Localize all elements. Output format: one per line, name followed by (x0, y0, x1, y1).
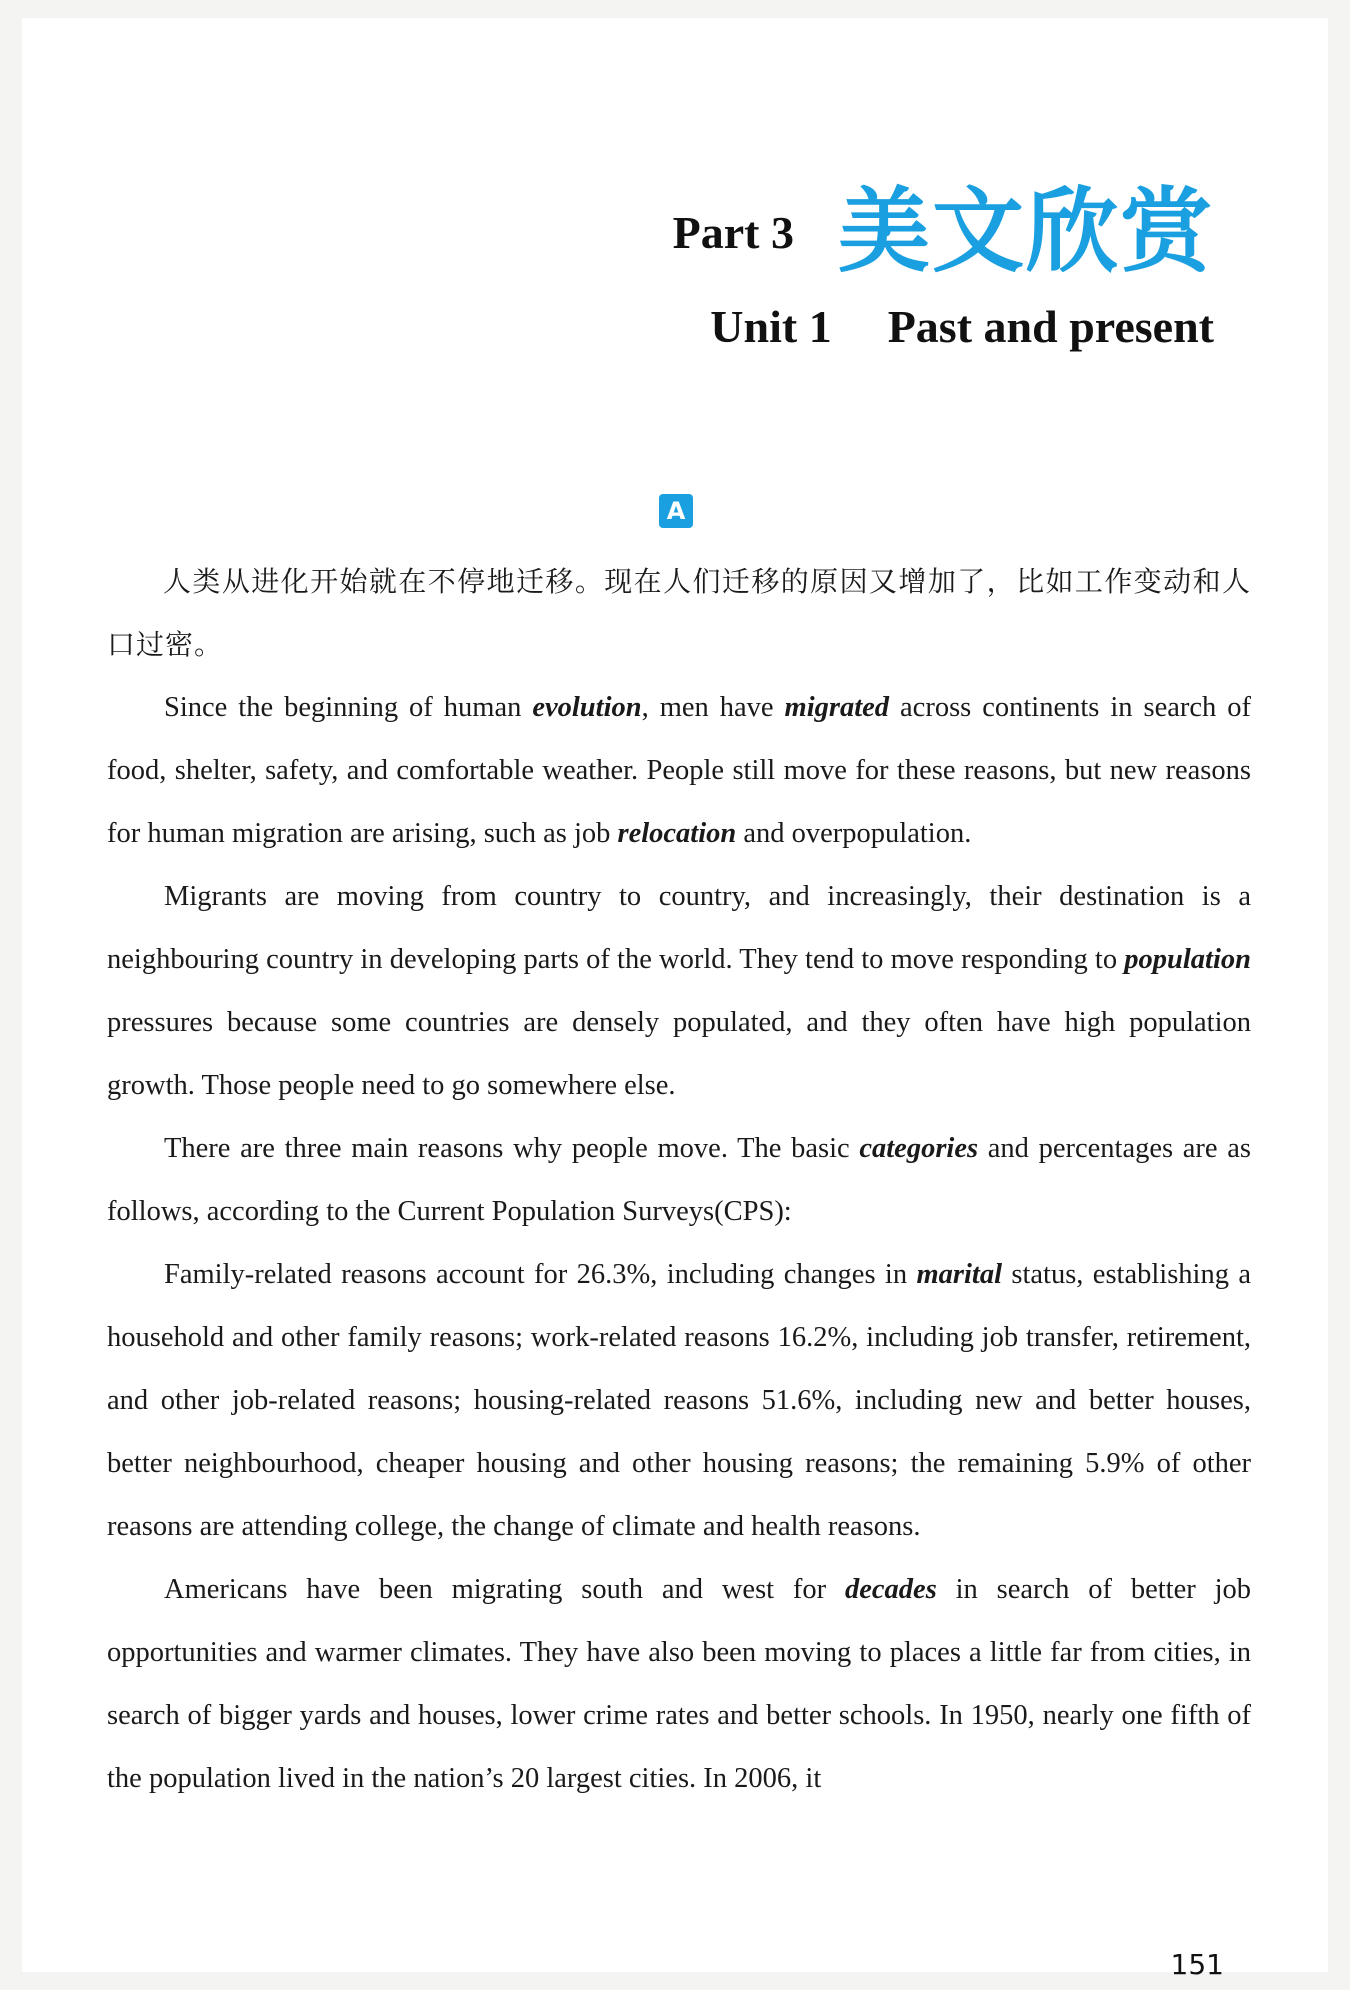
vocab-word-migrated: migrated (784, 692, 890, 723)
chinese-summary: 人类从进化开始就在不停地迁移。现在人们迁移的原因又增加了，比如工作变动和人口过密。 (107, 565, 1251, 661)
unit-label: Unit 1 (710, 301, 832, 352)
text-segment: and overpopulation. (736, 818, 972, 849)
paragraph-1 (107, 676, 1251, 865)
unit-title: Past and present (887, 301, 1214, 352)
vocab-word-decades: decades (845, 1574, 937, 1605)
vocab-word-population: population (1124, 944, 1251, 975)
paragraph-5 (107, 1558, 1251, 1810)
text-segment: Americans have been migrating south and west for (164, 1574, 845, 1605)
paragraph-4 (107, 1243, 1251, 1558)
page-header (672, 178, 1214, 285)
page-number: 151 (1170, 1948, 1224, 1981)
passage-badge: A (659, 494, 693, 528)
paragraph-3 (107, 1117, 1251, 1243)
text-segment: pressures because some countries are densely populated, and they often have high population growth. Those people need to go somewhere else. (107, 1007, 1251, 1101)
text-segment: , men have (641, 692, 785, 723)
vocab-word-marital: marital (916, 1259, 1002, 1290)
text-segment: There are three main reasons why people move. The basic (164, 1133, 860, 1164)
text-segment: Family-related reasons account for 26.3%, including changes in (164, 1259, 917, 1290)
text-segment: across continents in search of food, shelter, safety, and comfortable weather. People still move for these reasons, but new reasons for human migration are arising, such as job (107, 692, 1252, 849)
part-label: Part 3 (672, 207, 794, 258)
book-page (22, 18, 1328, 1981)
text-segment: status, establishing a household and other family reasons; work-related reasons 16.2%, including job transfer, retirement, and other job-related reasons; housing-related reasons 51.6%, including new and better houses, better neighbourhood, cheaper housing and other housing reasons; the remaining 5.9% of other reasons are attending college, the change of climate and health reasons. (107, 1259, 1251, 1542)
paragraph-2 (107, 865, 1251, 1117)
unit-heading (710, 301, 1214, 352)
vocab-word-categories: categories (859, 1133, 979, 1164)
section-title: 美文欣赏 (837, 178, 1214, 285)
vocab-word-evolution: evolution (532, 692, 642, 723)
passage-body (107, 550, 1251, 1810)
text-segment: Migrants are moving from country to country, and increasingly, their destination is a neighbouring country in developing parts of the world. They tend to move responding to (107, 881, 1251, 975)
text-segment: in search of better job opportunities and warmer climates. They have also been moving to places a little far from cities, in search of bigger yards and houses, lower crime rates and better schools. In 1950, nearly one fifth of the population lived in the nation’s 20 largest cities. In 2006, it (107, 1574, 1251, 1794)
text-segment: Since the beginning of human (164, 692, 533, 723)
vocab-word-relocation: relocation (617, 818, 737, 849)
text-segment: and percentages are as follows, according to the Current Population Surveys(CPS): (107, 1133, 1251, 1227)
